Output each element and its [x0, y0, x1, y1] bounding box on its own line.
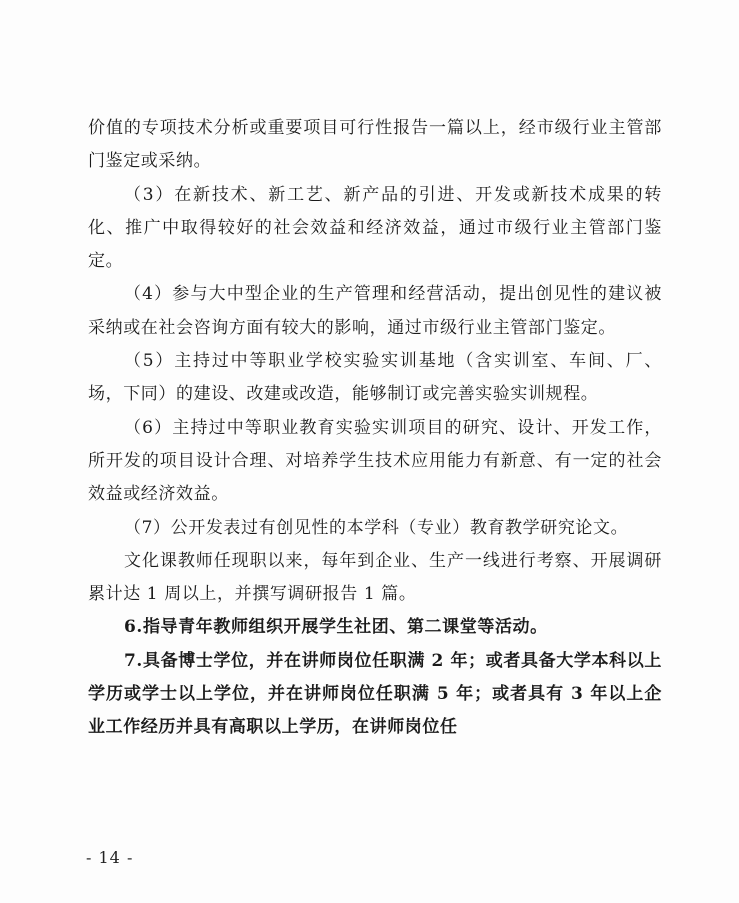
paragraph: （6）主持过中等职业教育实验实训项目的研究、设计、开发工作，所开发的项目设计合理、对培养学生技术应用能力有新意、有一定的社会效益或经济效益。 — [88, 417, 662, 505]
paragraph: 价值的专项技术分析或重要项目可行性报告一篇以上，经市级行业主管部门鉴定或采纳。 — [88, 118, 662, 172]
paragraph: 7.具备博士学位，并在讲师岗位任职满 2 年；或者具备大学本科以上学历或学士以上学位，并在讲师岗位任职满 5 年；或者具有 3 年以上企业工作经历并具有高职以上学历，在讲师岗位任 — [88, 650, 662, 738]
paragraph: （4）参与大中型企业的生产管理和经营活动，提出创见性的建议被采纳或在社会咨询方面有较大的影响，通过市级行业主管部门鉴定。 — [88, 284, 662, 338]
paragraph: （7）公开发表过有创见性的本学科（专业）教育教学研究论文。 — [124, 517, 629, 538]
paragraph: 6.指导青年教师组织开展学生社团、第二课堂等活动。 — [124, 617, 548, 638]
paragraph: （3）在新技术、新工艺、新产品的引进、开发或新技术成果的转化、推广中取得较好的社会效益和经济效益，通过市级行业主管部门鉴定。 — [88, 184, 662, 272]
paragraph: 文化课教师任现职以来，每年到企业、生产一线进行考察、开展调研累计达 1 周以上，并撰写调研报告 1 篇。 — [88, 550, 662, 605]
paragraph: （5）主持过中等职业学校实验实训基地（含实训室、车间、厂、场，下同）的建设、改建或改造，能够制订或完善实验实训规程。 — [88, 351, 662, 405]
page-number: - 14 - — [86, 848, 134, 867]
document-body — [88, 112, 662, 745]
